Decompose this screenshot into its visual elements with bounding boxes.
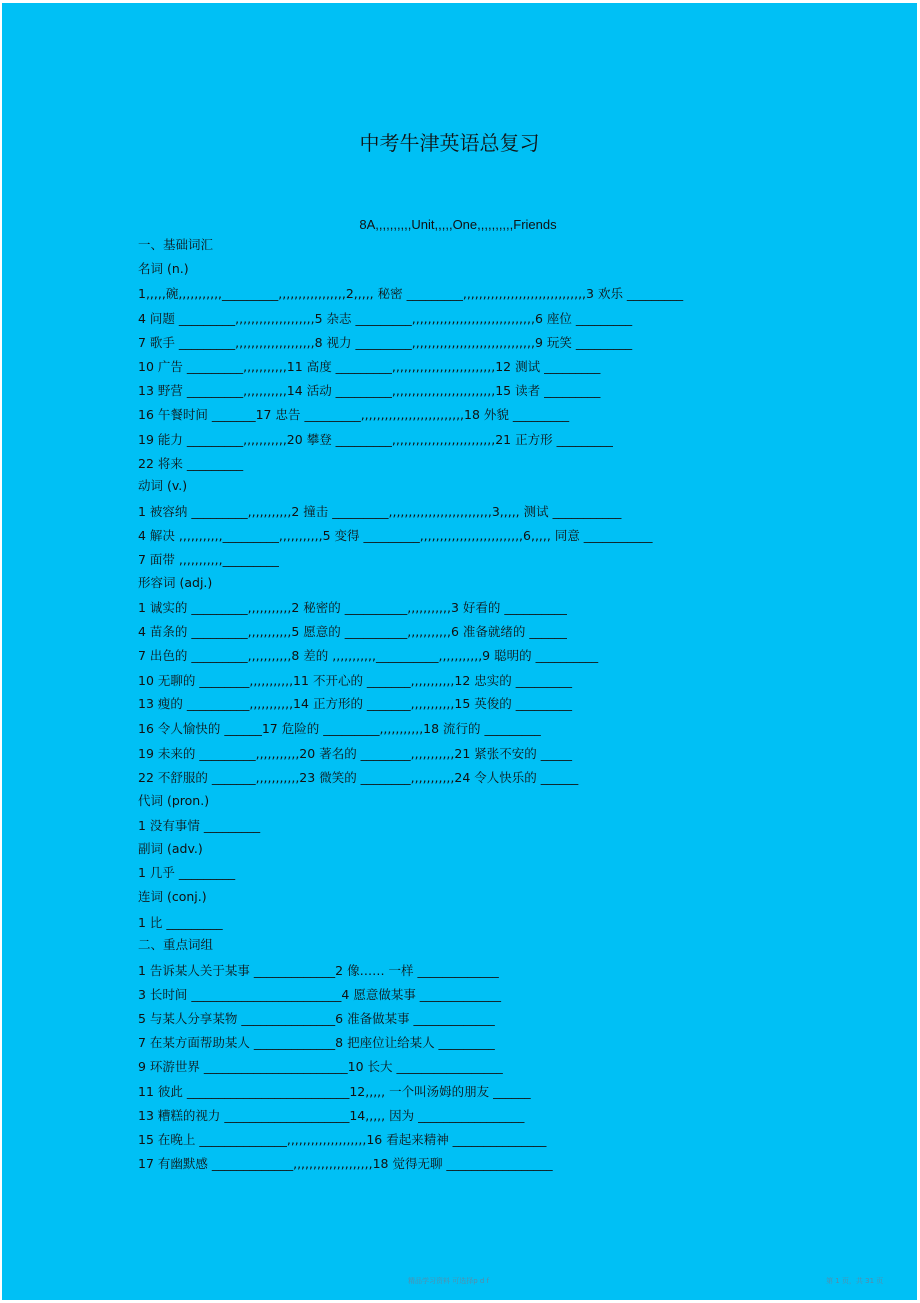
text-line: 1 没有事情 _________ [138,818,261,833]
text-line: 19 能力 _________,,,,,,,,,,,20 攀登 _________,,,,,,,,,,,,,,,,,,,,,,,,,,21 正方形 _________ [138,432,613,447]
text-line: 1 告诉某人关于某事 _____________2 像…… 一样 _____________ [138,963,499,978]
text-line: 16 午餐时间 _______17 忠告 _________,,,,,,,,,,,,,,,,,,,,,,,,,,18 外貌 _________ [138,407,570,422]
text-line: 二、重点词组 [138,937,214,952]
text-line: 10 无聊的 ________,,,,,,,,,,,11 不开心的 _______,,,,,,,,,,,12 忠实的 _________ [138,673,572,688]
text-line: 1 诚实的 _________,,,,,,,,,,,2 秘密的 __________,,,,,,,,,,,3 好看的 __________ [138,600,567,615]
text-line: 一、基础词汇 [138,237,214,252]
text-line: 1 被容纳 _________,,,,,,,,,,,2 撞击 _________,,,,,,,,,,,,,,,,,,,,,,,,,,3,,,,, 测试 ___________ [138,504,622,519]
text-line: 22 将来 _________ [138,456,244,471]
text-line: 17 有幽默感 _____________,,,,,,,,,,,,,,,,,,,,18 觉得无聊 _________________ [138,1156,553,1171]
text-line: 9 环游世界 _______________________10 长大 _________________ [138,1059,503,1074]
text-line: 7 出色的 _________,,,,,,,,,,,8 差的 ,,,,,,,,,,,__________,,,,,,,,,,,9 聪明的 __________ [138,648,599,663]
text-line: 4 问题 _________,,,,,,,,,,,,,,,,,,,,5 杂志 _________,,,,,,,,,,,,,,,,,,,,,,,,,,,,,,,6 座位 _________ [138,311,633,326]
document-title: 中考牛津英语总复习 [359,131,540,155]
text-line: 5 与某人分享某物 _______________6 准备做某事 _____________ [138,1011,495,1026]
text-line: 15 在晚上 ______________,,,,,,,,,,,,,,,,,,,,16 看起来精神 _______________ [138,1132,547,1147]
text-line: 13 糟糕的视力 ____________________14,,,,, 因为 _________________ [138,1108,525,1123]
footer-left: 精品学习资料 可选择p d f [408,1277,490,1285]
text-line: 13 野营 _________,,,,,,,,,,,14 活动 _________,,,,,,,,,,,,,,,,,,,,,,,,,,15 读者 _________ [138,383,601,398]
text-line: 11 彼此 __________________________12,,,,, 一个叫汤姆的朋友 ______ [138,1084,531,1099]
text-line: 22 不舒服的 _______,,,,,,,,,,,23 微笑的 ________,,,,,,,,,,,24 令人快乐的 ______ [138,770,579,785]
text-line: 形容词 (adj.) [138,575,213,590]
text-line: 代词 (pron.) [138,793,210,808]
text-line: 名词 (n.) [138,261,189,276]
text-line: 10 广告 _________,,,,,,,,,,,11 高度 _________,,,,,,,,,,,,,,,,,,,,,,,,,,12 测试 _________ [138,359,601,374]
document-page [2,3,917,1300]
footer-page-number: 第 1 页，共 31 页 [826,1277,884,1285]
document-subtitle: 8A,,,,,,,,,,Unit,,,,,One,,,,,,,,,,Friends [359,217,557,232]
text-line: 4 解决 ,,,,,,,,,,,_________,,,,,,,,,,,5 变得 _________,,,,,,,,,,,,,,,,,,,,,,,,,,6,,,,, 同意 ___________ [138,528,653,543]
text-line: 连词 (conj.) [138,889,207,904]
text-line: 1 比 _________ [138,915,223,930]
text-line: 1,,,,,碗,,,,,,,,,,,_________,,,,,,,,,,,,,,,,,2,,,,, 秘密 _________,,,,,,,,,,,,,,,,,,,,,,,,,,,,,,,3 欢乐 _________ [138,286,684,301]
text-line: 3 长时间 ________________________4 愿意做某事 _____________ [138,987,502,1002]
text-line: 19 未来的 _________,,,,,,,,,,,20 著名的 ________,,,,,,,,,,,21 紧张不安的 _____ [138,746,572,761]
text-line: 4 苗条的 _________,,,,,,,,,,,5 愿意的 __________,,,,,,,,,,,6 准备就绪的 ______ [138,624,567,639]
text-line: 7 在某方面帮助某人 _____________8 把座位让给某人 _________ [138,1035,495,1050]
text-line: 16 令人愉快的 ______17 危险的 _________,,,,,,,,,,,18 流行的 _________ [138,721,541,736]
text-line: 动词 (v.) [138,478,188,493]
text-line: 7 歌手 _________,,,,,,,,,,,,,,,,,,,,8 视力 _________,,,,,,,,,,,,,,,,,,,,,,,,,,,,,,,9 玩笑 _________ [138,335,633,350]
text-line: 13 瘦的 __________,,,,,,,,,,,14 正方形的 _______,,,,,,,,,,,15 英俊的 _________ [138,696,572,711]
text-line: 副词 (adv.) [138,841,203,856]
text-line: 7 面带 ,,,,,,,,,,,_________ [138,552,279,567]
text-line: 1 几乎 _________ [138,865,236,880]
